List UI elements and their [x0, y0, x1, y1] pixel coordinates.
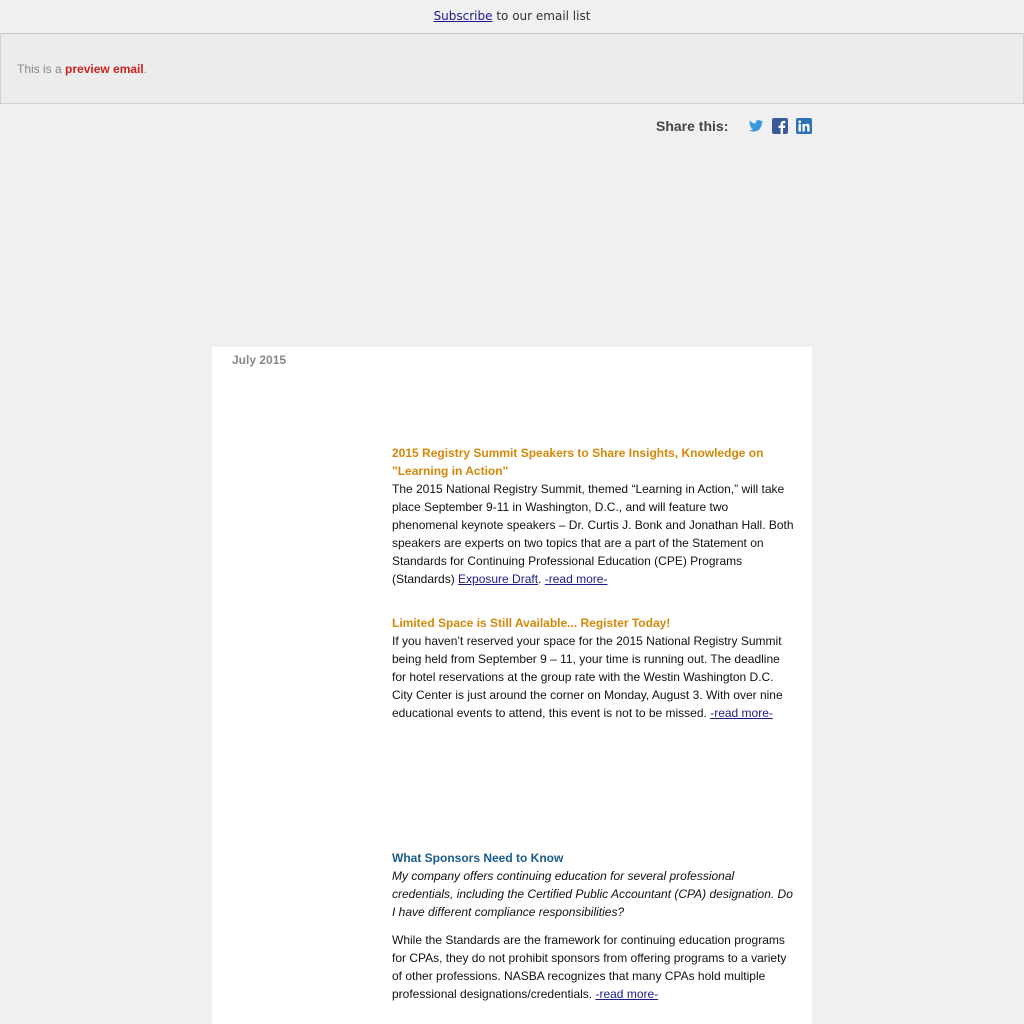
article-registry-summit-speakers: [392, 444, 794, 588]
exposure-draft-link[interactable]: Exposure Draft: [458, 572, 539, 586]
article-body: [392, 480, 794, 588]
read-more-link[interactable]: -read more-: [595, 987, 659, 1001]
preview-suffix: .: [143, 62, 148, 76]
linkedin-icon[interactable]: [796, 118, 812, 134]
subscribe-suffix: to our email list: [492, 9, 591, 23]
share-bar: [656, 116, 812, 136]
subscribe-bar: [0, 0, 1024, 34]
article-body-text: If you haven’t reserved your space for the 2015 National Registry Summit being held from September 9 – 11, your time is running out. The deadline for hotel reservations at the group rate with the Westin Washington D.C. City Center is just around the corner on Monday, August 3. With over nine educational events to attend, this event is not to be missed.: [392, 634, 783, 720]
preview-prefix: This is a: [17, 62, 66, 76]
read-more-link[interactable]: -read more-: [544, 572, 608, 586]
issue-date: July 2015: [232, 353, 287, 367]
article-body: [392, 632, 794, 722]
share-label: Share this:: [656, 118, 729, 134]
article-sponsors-need-to-know: [392, 849, 794, 1003]
article-body-text: While the Standards are the framework for continuing education programs for CPAs, they do not prohibit sponsors from offering programs to a variety of other professions. NASBA recognizes that many CPAs hold multiple professional designations/credentials.: [392, 933, 787, 1001]
newsletter-body: [212, 347, 812, 1024]
preview-emphasis: preview email: [65, 62, 144, 76]
subscribe-link[interactable]: Subscribe: [433, 9, 493, 23]
facebook-icon[interactable]: [772, 118, 788, 134]
article-title: Limited Space is Still Available... Register Today!: [392, 616, 671, 630]
preview-banner: [0, 34, 1024, 104]
article-title: What Sponsors Need to Know: [392, 851, 564, 865]
article-body-after-link: .: [538, 572, 545, 586]
preview-notice: [17, 62, 147, 76]
article-body: [392, 931, 794, 1003]
article-title: 2015 Registry Summit Speakers to Share Insights, Knowledge on "Learning in Action": [392, 446, 764, 478]
article-body-text: The 2015 National Registry Summit, themed “Learning in Action,” will take place September 9-11 in Washington, D.C., and will feature two phenomenal keynote speakers – Dr. Curtis J. Bonk and Jonathan Hall. Both speakers are experts on two topics that are a part of the Statement on Standards for Continuing Professional Education (CPE) Programs (Standards): [392, 482, 794, 586]
article-limited-space: [392, 614, 794, 722]
article-question: My company offers continuing education for several professional credentials, including the Certified Public Accountant (CPA) designation. Do I have different compliance responsibilities?: [392, 869, 793, 919]
twitter-icon[interactable]: [748, 118, 764, 134]
read-more-link[interactable]: -read more-: [710, 706, 773, 720]
